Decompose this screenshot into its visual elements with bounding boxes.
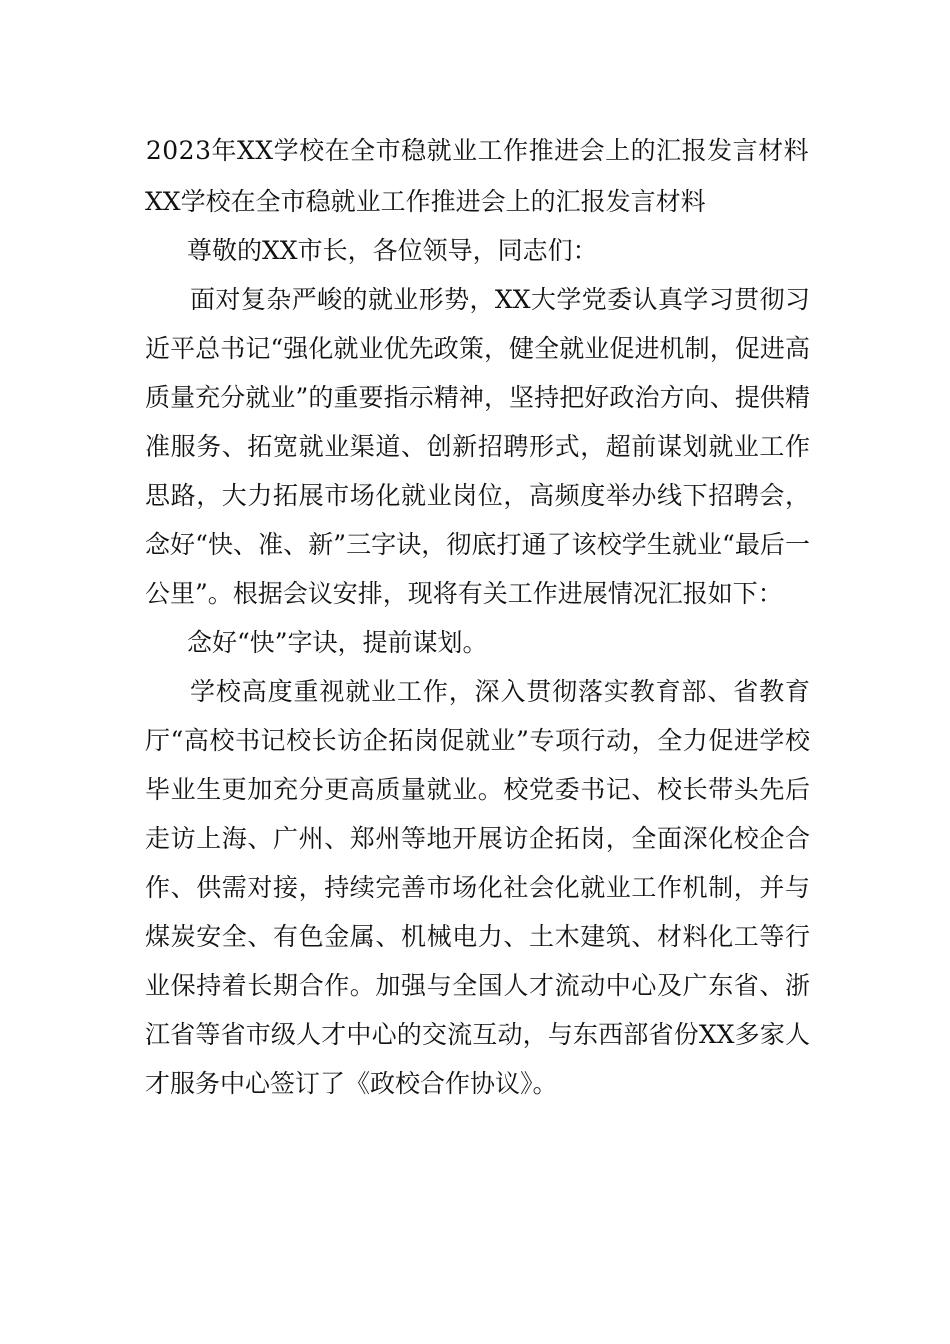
paragraph-intro: 面对复杂严峻的就业形势，XX大学党委认真学习贯彻习近平总书记“强化就业优先政策，健全就业促进机制，促进高质量充分就业”的重要指示精神，坚持把好政治方向、提供精准服务、拓宽就业渠道、创新招聘形式，超前谋划就业工作思路，大力拓展市场化就业岗位，高频度举办线下招聘会，念好“快、准、新”三字诀，彻底打通了该校学生就业“最后一公里”。根据会议安排，现将有关工作进展情况汇报如下：: [145, 285, 810, 608]
section-heading: 念好“快”字诀，提前谋划。: [187, 628, 488, 657]
greeting: 尊敬的XX市长，各位领导，同志们：: [187, 236, 598, 265]
document-title: 2023年XX学校在全市稳就业工作推进会上的汇报发言材料: [145, 136, 810, 165]
document-subtitle: XX学校在全市稳就业工作推进会上的汇报发言材料: [145, 187, 706, 216]
document-body: [145, 127, 810, 1108]
paragraph-body: 学校高度重视就业工作，深入贯彻落实教育部、省教育厅“高校书记校长访企拓岗促就业”专项行动，全力促进学校毕业生更加充分更高质量就业。校党委书记、校长带头先后走访上海、广州、郑州等地开展访企拓岗，全面深化校企合作、供需对接，持续完善市场化社会化就业工作机制，并与煤炭安全、有色金属、机械电力、土木建筑、材料化工等行业保持着长期合作。加强与全国人才流动中心及广东省、浙江省等省市级人才中心的交流互动，与东西部省份XX多家人才服务中心签订了《政校合作协议》。: [145, 677, 810, 1098]
